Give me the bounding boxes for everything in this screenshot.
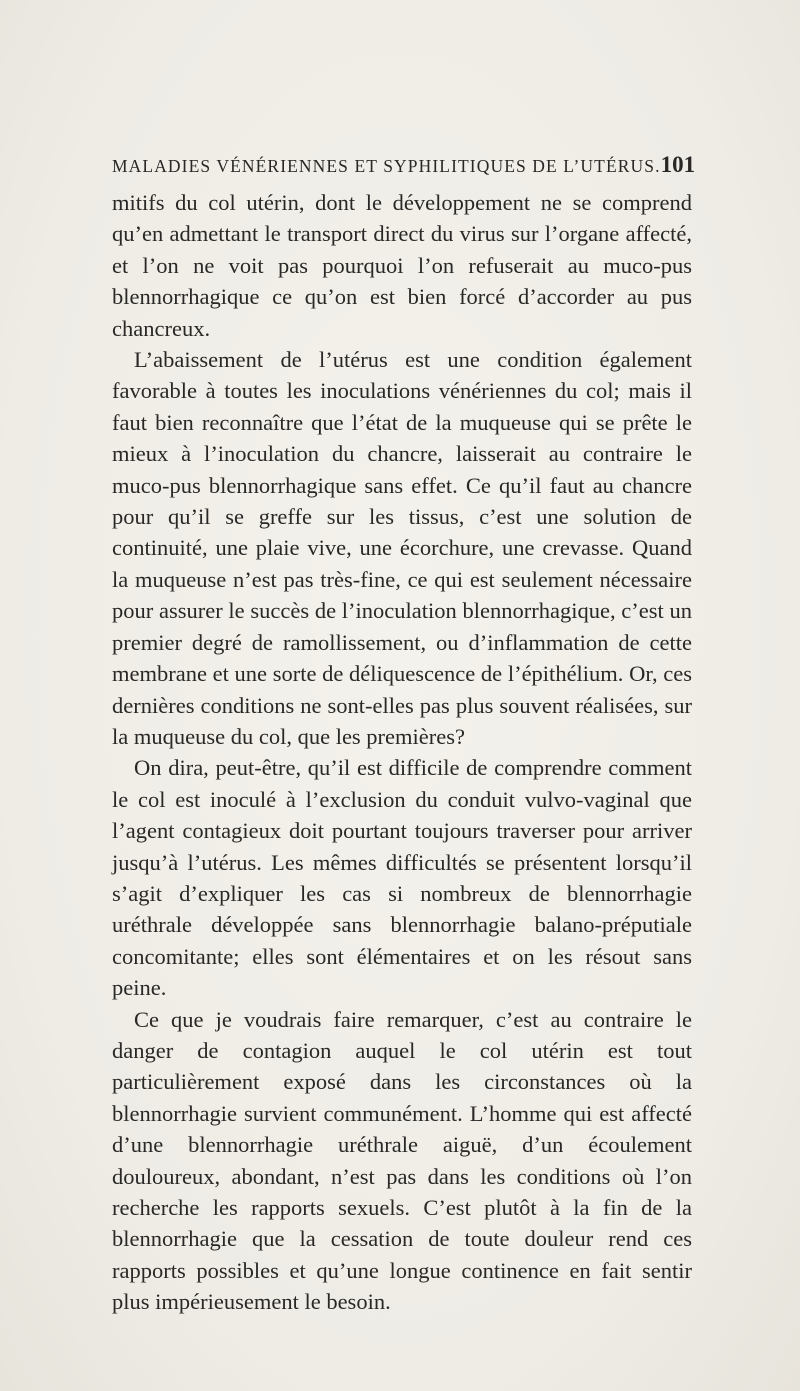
paragraph-continuation: mitifs du col utérin, dont le développement ne se comprend qu’en admettant le transport direct du virus sur l’organe affecté, et l’on ne voit pas pourquoi l’on refuserait au muco-pus blennorrhagique ce qu’on est bien forcé d’accorder au pus chancreux.: [112, 190, 692, 341]
page-number: 101: [660, 152, 696, 177]
running-title: MALADIES VÉNÉRIENNES ET SYPHILITIQUES DE L’UTÉRUS.: [112, 156, 661, 176]
paragraph: On dira, peut-être, qu’il est difficile de comprendre comment le col est inoculé à l’exclusion du conduit vulvo-vaginal que l’agent contagieux doit pourtant toujours traverser pour arriver jusqu’à l’utérus. Les mêmes difficultés se présentent lorsqu’il s’agit d’expliquer les cas si nombreux de blennorrhagie uréthrale développée sans blennorrhagie balano-préputiale concomitante; elles sont élémentaires et on les résout sans peine.: [112, 755, 692, 1001]
page-header: [112, 152, 696, 178]
paragraph: L’abaissement de l’utérus est une condition également favorable à toutes les inoculations vénériennes du col; mais il faut bien reconnaître que l’état de la muqueuse qui se prête le mieux à l’inoculation du chancre, laisserait au contraire le muco-pus blennorrhagique sans effet. Ce qu’il faut au chancre pour qu’il se greffe sur les tissus, c’est une solution de continuité, une plaie vive, une écorchure, une crevasse. Quand la muqueuse n’est pas très-fine, ce qui est seulement nécessaire pour assurer le succès de l’inoculation blennorrhagique, c’est un premier degré de ramollissement, ou d’inflammation de cette membrane et une sorte de déliquescence de l’épithélium. Or, ces dernières conditions ne sont-elles pas plus souvent réalisées, sur la muqueuse du col, que les premières?: [112, 347, 692, 749]
body-text: [112, 187, 692, 1318]
paragraph: Ce que je voudrais faire remarquer, c’est au contraire le danger de contagion auquel le col utérin est tout particulièrement exposé dans les circonstances où la blennorrhagie survient communément. L’homme qui est affecté d’une blennorrhagie uréthrale aiguë, d’un écoulement douloureux, abondant, n’est pas dans les conditions où l’on recherche les rapports sexuels. C’est plutôt à la fin de la blennorrhagie que la cessation de toute douleur rend ces rapports possibles et qu’une longue continence en fait sentir plus impérieusement le besoin.: [112, 1006, 692, 1315]
